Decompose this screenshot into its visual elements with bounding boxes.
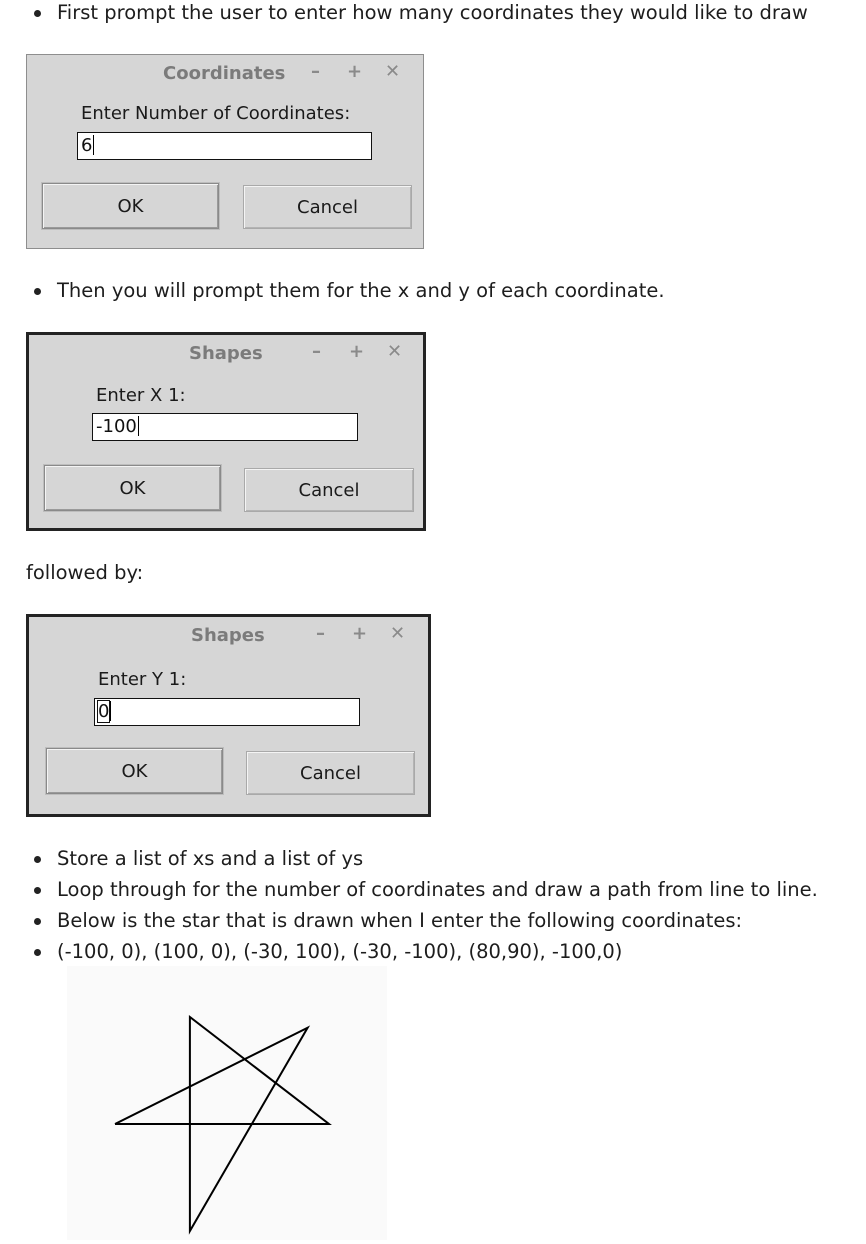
coordinates-dialog <box>26 54 424 249</box>
input-value: 0 <box>98 701 110 722</box>
cancel-button[interactable]: Cancel <box>246 751 415 795</box>
close-icon[interactable]: ✕ <box>385 61 401 82</box>
cancel-button[interactable]: Cancel <box>243 185 412 229</box>
maximize-icon[interactable]: + <box>349 341 365 362</box>
step-text: (-100, 0), (100, 0), (-30, 100), (-30, -100), (80,90), -100,0) <box>57 940 623 963</box>
star-drawing <box>67 966 387 1240</box>
ok-button[interactable]: OK <box>42 183 219 229</box>
dialog-prompt: Enter Number of Coordinates: <box>81 103 351 124</box>
dialog-title: Shapes <box>189 343 263 364</box>
maximize-icon[interactable]: + <box>347 61 363 82</box>
instruction-text: First prompt the user to enter how many coordinates they would like to draw <box>57 1 808 24</box>
shapes-x-dialog <box>26 332 426 531</box>
text-caret <box>110 701 111 721</box>
ok-button[interactable]: OK <box>46 748 223 794</box>
star-drawing-figure <box>67 966 387 1240</box>
y-coordinate-input[interactable] <box>94 698 360 726</box>
close-icon[interactable]: ✕ <box>387 341 403 362</box>
close-icon[interactable]: ✕ <box>390 623 406 644</box>
step-text: Loop through for the number of coordinates and draw a path from line to line. <box>57 878 818 901</box>
dialog-title: Coordinates <box>163 63 286 84</box>
ok-button[interactable]: OK <box>44 465 221 511</box>
x-coordinate-input[interactable] <box>92 413 358 441</box>
bullet-dot <box>34 918 41 925</box>
text-caret <box>93 135 94 155</box>
dialog-prompt: Enter X 1: <box>96 385 186 406</box>
maximize-icon[interactable]: + <box>352 623 368 644</box>
input-value: -100 <box>96 416 137 437</box>
dialog-prompt: Enter Y 1: <box>98 669 187 690</box>
minimize-icon[interactable]: – <box>311 61 320 82</box>
cancel-button[interactable]: Cancel <box>244 468 414 512</box>
input-value: 6 <box>81 135 93 156</box>
followed-by-text: followed by: <box>26 561 144 584</box>
bullet-dot <box>34 856 41 863</box>
instruction-text: Then you will prompt them for the x and y of each coordinate. <box>57 279 665 302</box>
step-text: Store a list of xs and a list of ys <box>57 847 364 870</box>
dialog-title: Shapes <box>191 625 265 646</box>
minimize-icon[interactable]: – <box>312 341 321 362</box>
star-path <box>115 1017 329 1231</box>
bullet-dot <box>34 288 41 295</box>
bullet-dot <box>34 949 41 956</box>
minimize-icon[interactable]: – <box>316 623 325 644</box>
bullet-dot <box>34 10 41 17</box>
text-caret <box>138 416 139 436</box>
bullet-dot <box>34 887 41 894</box>
coordinates-count-input[interactable] <box>77 132 372 160</box>
step-text: Below is the star that is drawn when I enter the following coordinates: <box>57 909 743 932</box>
shapes-y-dialog <box>26 614 431 817</box>
